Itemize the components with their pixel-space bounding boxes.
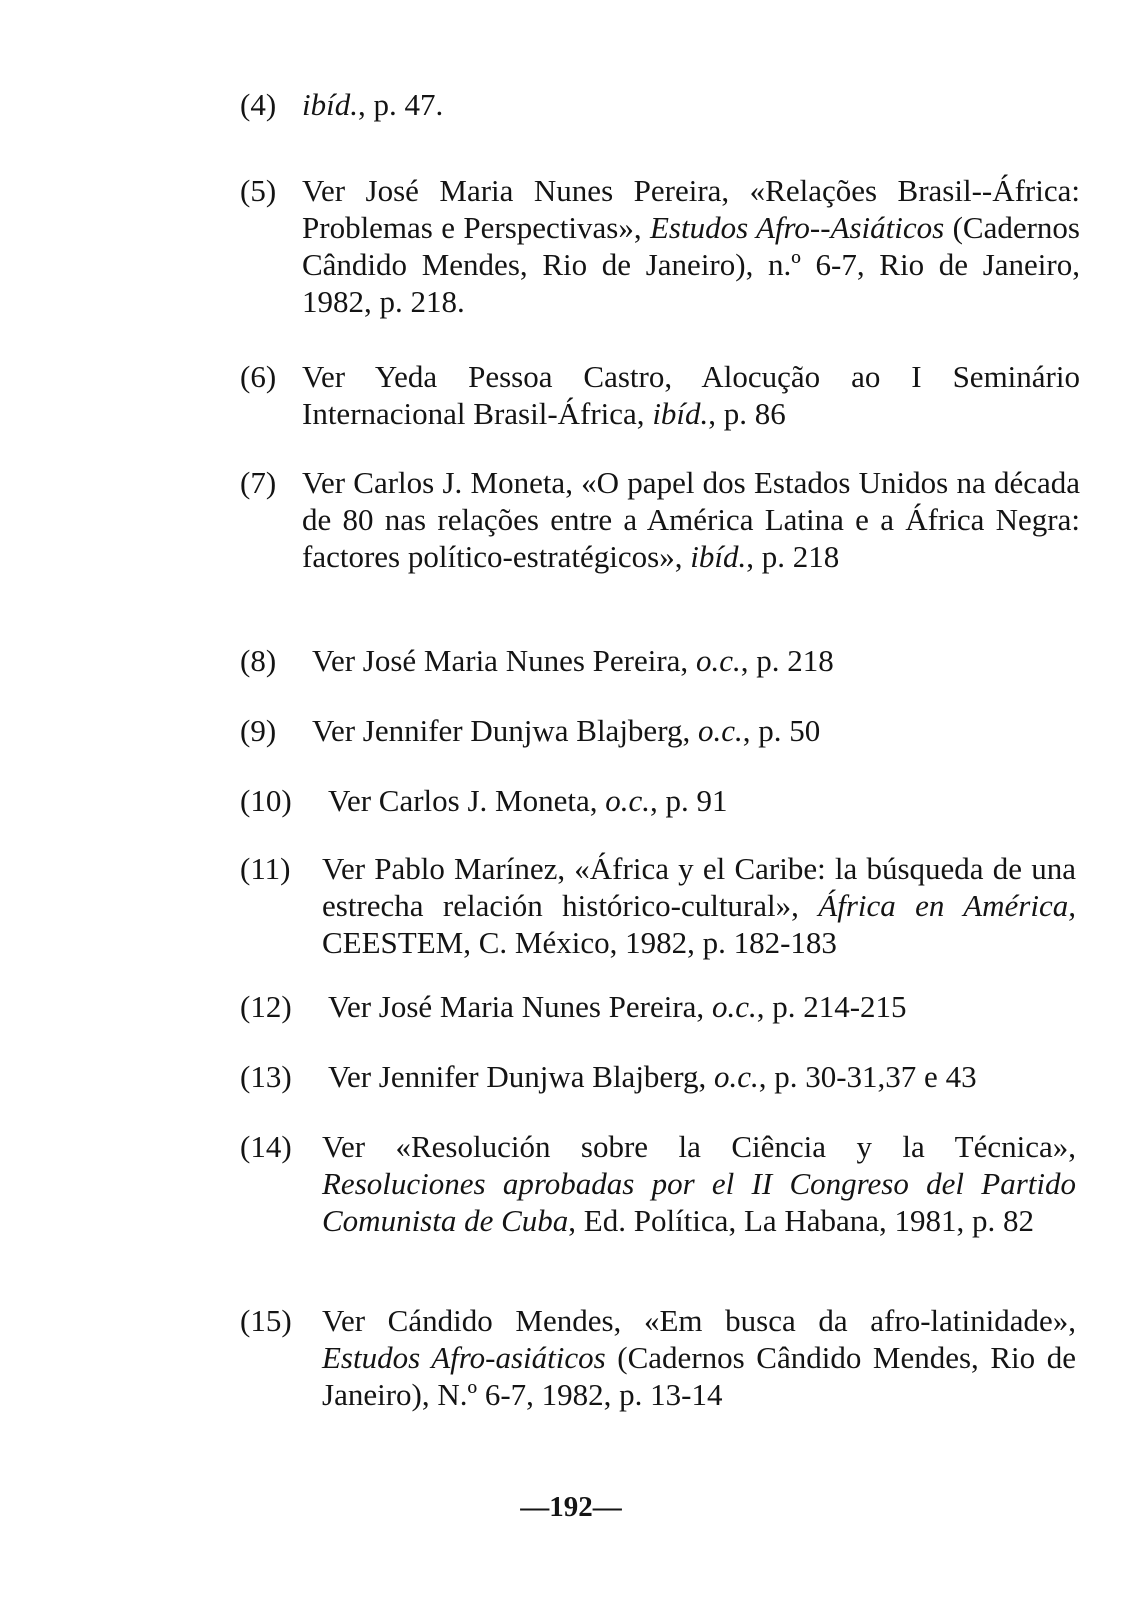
footnote-number: (12) xyxy=(240,989,292,1024)
footnote-number: (6) xyxy=(240,359,277,394)
footnote-12 xyxy=(240,988,1080,1025)
page-number: —192— xyxy=(520,1491,622,1523)
footnote-number: (14) xyxy=(240,1129,292,1164)
footnote-text: ibíd., p. 47. xyxy=(302,87,444,122)
footnote-14 xyxy=(240,1128,1076,1239)
footnote-text: Ver Carlos J. Moneta, «O papel dos Estados Unidos na década de 80 nas relações entre a América Latina e a África Negra: factores político-estratégicos», ibíd., p. 218 xyxy=(302,465,1080,574)
footnote-number: (4) xyxy=(240,87,277,122)
footnote-text: Ver Jennifer Dunjwa Blajberg, o.c., p. 50 xyxy=(312,713,821,748)
footnote-number: (10) xyxy=(240,783,292,818)
footnote-text: Ver «Resolución sobre la Ciência y la Técnica», Resoluciones aprobadas por el II Congreso del Partido Comunista de Cuba, Ed. Política, La Habana, 1981, p. 82 xyxy=(322,1129,1076,1238)
footnote-number: (13) xyxy=(240,1059,292,1094)
footnote-text: Ver José Maria Nunes Pereira, o.c., p. 214-215 xyxy=(328,989,907,1024)
footnote-7 xyxy=(240,464,1080,575)
footnote-8 xyxy=(240,642,1080,679)
footnote-number: (9) xyxy=(240,713,277,748)
footnote-text: Ver Carlos J. Moneta, o.c., p. 91 xyxy=(328,783,728,818)
footnote-15 xyxy=(240,1302,1076,1413)
footnote-text: Ver José Maria Nunes Pereira, «Relações Brasil--África: Problemas e Perspectivas», Estudos Afro--Asiáticos (Cadernos Cândido Mendes, Rio de Janeiro), n.º 6-7, Rio de Janeiro, 1982, p. 218. xyxy=(302,173,1080,319)
footnote-number: (5) xyxy=(240,173,277,208)
footnote-text: Ver Jennifer Dunjwa Blajberg, o.c., p. 30-31,37 e 43 xyxy=(328,1059,977,1094)
footnote-number: (7) xyxy=(240,465,277,500)
footnote-number: (15) xyxy=(240,1303,292,1338)
footnote-text: Ver Yeda Pessoa Castro, Alocução ao I Seminário Internacional Brasil-África, ibíd., p. 86 xyxy=(302,359,1080,431)
footnote-number: (8) xyxy=(240,643,277,678)
footnote-6 xyxy=(240,358,1080,432)
footnote-5 xyxy=(240,172,1080,320)
footnote-number: (11) xyxy=(240,851,291,886)
footnote-4 xyxy=(240,86,1080,123)
footnote-10 xyxy=(240,782,1080,819)
footnote-9 xyxy=(240,712,1080,749)
footnote-11 xyxy=(240,850,1076,961)
footnote-13 xyxy=(240,1058,1080,1095)
footnote-text: Ver José Maria Nunes Pereira, o.c., p. 218 xyxy=(312,643,834,678)
footnote-text: Ver Pablo Marínez, «África y el Caribe: la búsqueda de una estrecha relación histórico-cultural», África en América, CEESTEM, C. México, 1982, p. 182-183 xyxy=(322,851,1076,960)
footnote-text: Ver Cándido Mendes, «Em busca da afro-latinidade», Estudos Afro-asiáticos (Cadernos Cândido Mendes, Rio de Janeiro), N.º 6-7, 1982, p. 13-14 xyxy=(322,1303,1076,1412)
